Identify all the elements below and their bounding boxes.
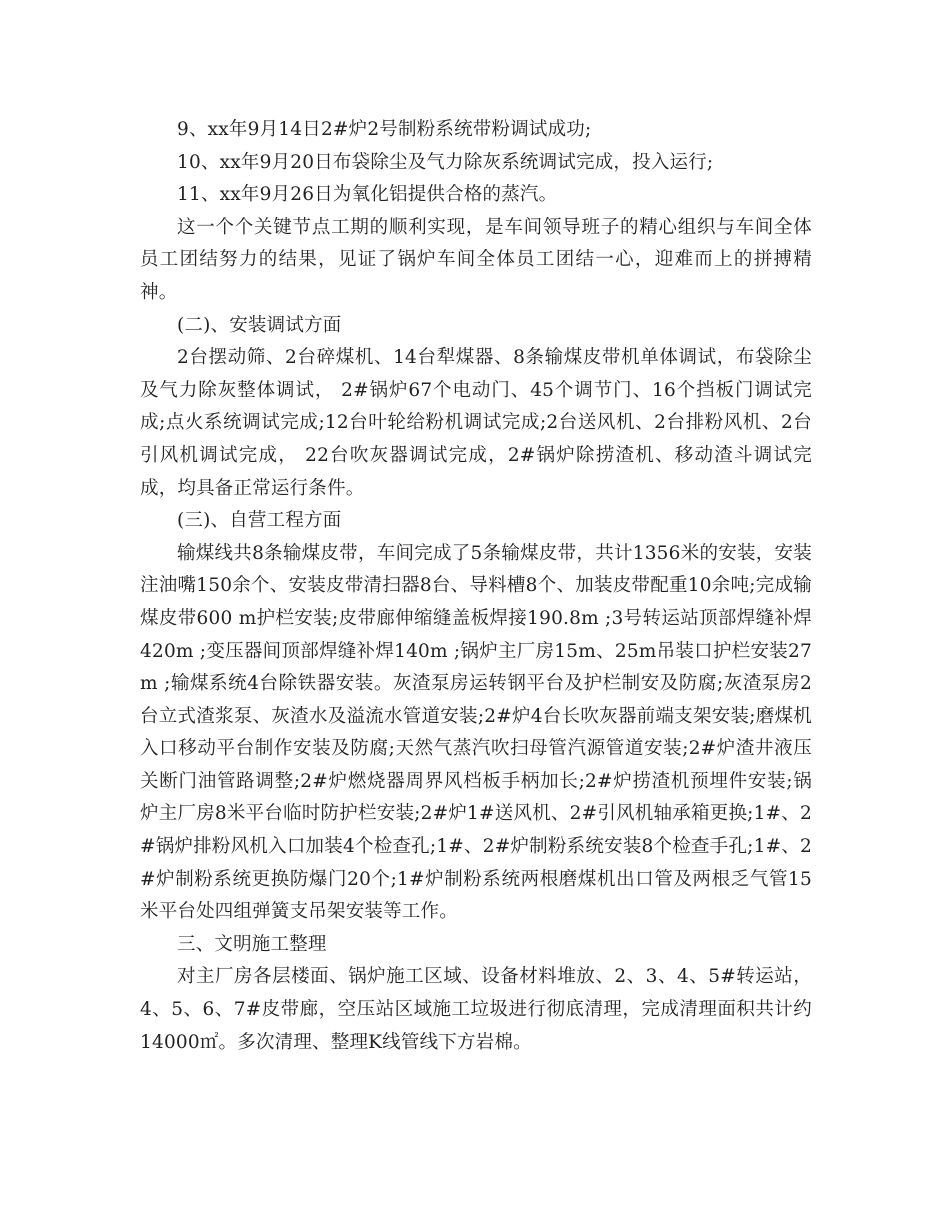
installation-debugging-paragraph: 2台摆动筛、2台碎煤机、14台犁煤器、8条输煤皮带机单体调试，布袋除尘及气力除灰整体调试， 2#锅炉67个电动门、45个调节门、16个挡板门调试完成;点火系统调试完成;12台叶轮给粉机调试完成;2台送风机、2台排粉风机、2台引风机调试完成， 22台吹灰器调试完成，2#锅炉除捞渣机、移动渣斗调试完成，均具备正常运行条件。 bbox=[140, 347, 812, 499]
section-heading-self-run-projects: (三)、自营工程方面 bbox=[177, 510, 342, 532]
list-item-9: 9、xx年9月14日2#炉2号制粉系统带粉调试成功; bbox=[177, 119, 592, 140]
section-heading-civilized-construction: 三、文明施工整理 bbox=[177, 933, 327, 955]
list-item-10: 10、xx年9月20日布袋除尘及气力除灰系统调试完成，投入运行; bbox=[177, 151, 714, 173]
civilized-construction-paragraph: 对主厂房各层楼面、锅炉施工区域、设备材料堆放、2、3、4、5#转运站，4、5、6、7#皮带廊，空压站区域施工垃圾进行彻底清理，完成清理面积共计约14000㎡。多次清理、整理K线管线下方岩棉。 bbox=[140, 966, 812, 1053]
self-run-projects-paragraph: 输煤线共8条输煤皮带，车间完成了5条输煤皮带，共计1356米的安装，安装注油嘴150余个、安装皮带清扫器8台、导料槽8个、加装皮带配重10余吨;完成输煤皮带600 m护栏安装;皮带廊伸缩缝盖板焊接190.8m ;3号转运站顶部焊缝补焊420m ;变压器间顶部焊缝补焊140m ;锅炉主厂房15m、25m吊装口护栏安装27 m ;输煤系统4台除铁器安装。灰渣泵房运转钢平台及护栏制安及防腐;灰渣泵房2台立式渣浆泵、灰渣水及溢流水管道安装;2#炉4台长吹灰器前端支架安装;磨煤机入口移动平台制作安装及防腐;天然气蒸汽吹扫母管汽源管道安装;2#炉渣井液压关断门油管路调整;2#炉燃烧器周界风档板手柄加长;2#炉捞渣机预埋件安装;锅炉主厂房8米平台临时防护栏安装;2#炉1#送风机、2#引风机轴承箱更换;1#、2#锅炉排粉风机入口加装4个检查孔;1#、2#炉制粉系统安装8个检查手孔;1#、2#炉制粉系统更换防爆门20个;1#炉制粉系统两根磨煤机出口管及两根乏气管15米平台处四组弹簧支吊架安装等工作。 bbox=[140, 542, 812, 923]
list-item-11: 11、xx年9月26日为氧化铝提供合格的蒸汽。 bbox=[177, 184, 558, 206]
section-heading-installation-debugging: (二)、安装调试方面 bbox=[177, 314, 342, 336]
summary-paragraph: 这一个个关键节点工期的顺利实现，是车间领导班子的精心组织与车间全体员工团结努力的结果，见证了锅炉车间全体员工团结一心，迎难而上的拼搏精神。 bbox=[140, 216, 812, 303]
